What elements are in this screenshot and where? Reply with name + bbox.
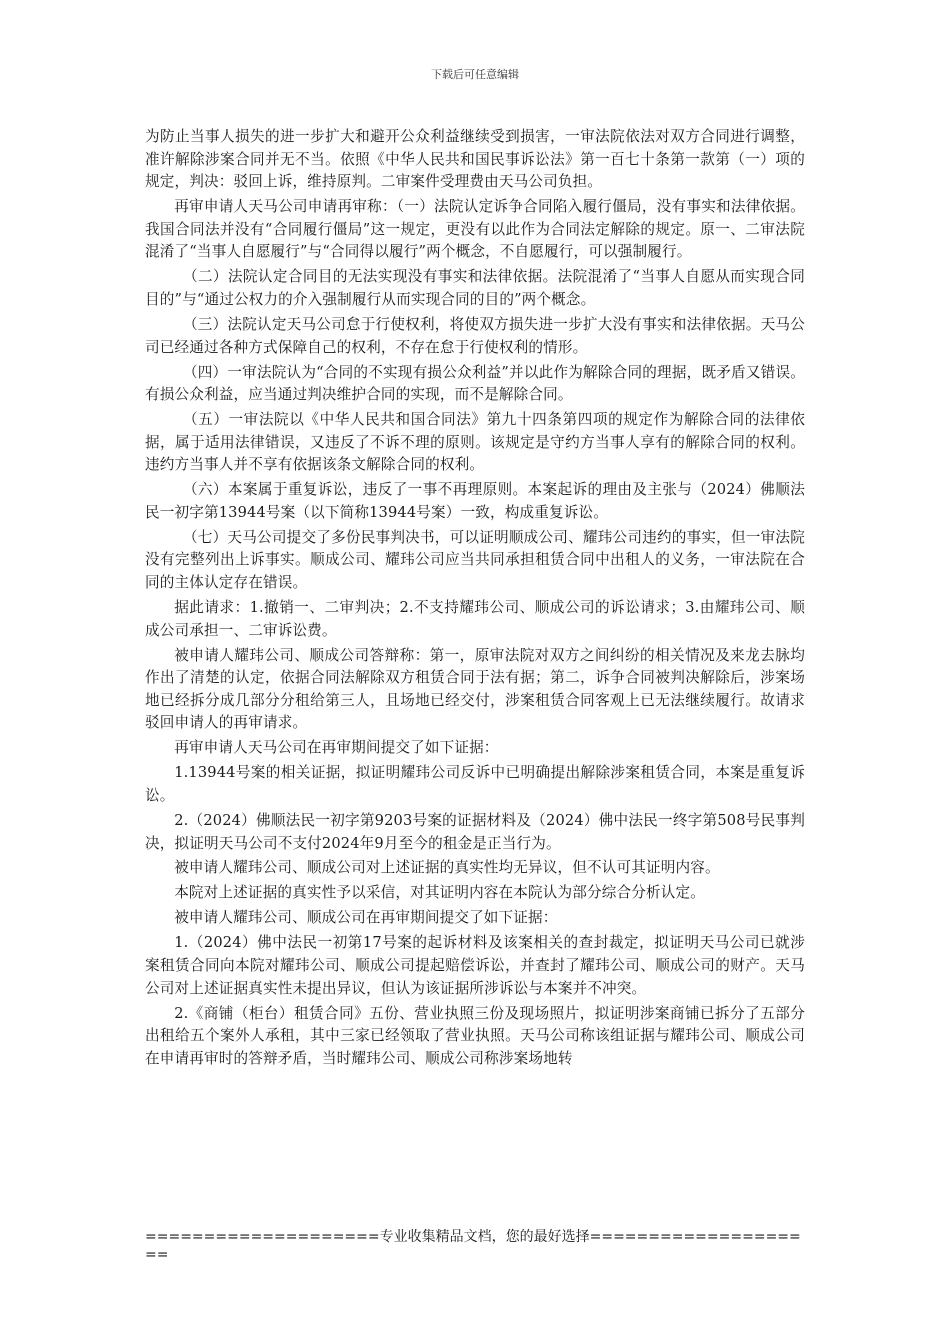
paragraph: 本院对上述证据的真实性予以采信，对其证明内容在本院认为部分综合分析认定。 [174, 884, 705, 902]
paragraph: 被申请人耀玮公司、顺成公司答辩称：第一，原审法院对双方之间纠纷的相关情况及来龙去脉均作出了清楚的认定，依据合同法解除双方租赁合同于法有据；第二，诉争合同被判决解除后，涉案场地已经拆分成几部分分租给第三人，且场地已经交付，涉案租赁合同客观上已无法继续履行。故请求驳回申请人的再审请求。 [145, 646, 805, 732]
paragraph: （七）天马公司提交了多份民事判决书，可以证明顺成公司、耀玮公司违约的事实，但一审法院没有完整列出上诉事实。顺成公司、耀玮公司应当共同承担租赁合同中出租人的义务，一审法院在合同的主体认定存在错误。 [145, 528, 805, 592]
document-body [145, 126, 805, 1073]
paragraph: （二）法院认定合同目的无法实现没有事实和法律依据。法院混淆了“当事人自愿从而实现合同目的”与“通过公权力的介入强制履行从而实现合同的目的”两个概念。 [145, 268, 805, 308]
paragraph: （五）一审法院以《中华人民共和国合同法》第九十四条第四项的规定作为解除合同的法律依据，属于适用法律错误，又违反了不诉不理的原则。该规定是守约方当事人享有的解除合同的权利。违约方当事人并不享有依据该条文解除合同的权利。 [145, 411, 805, 474]
paragraph: 1.（2024）佛中法民一初第17号案的起诉材料及该案相关的查封裁定，拟证明天马公司已就涉案租赁合同向本院对耀玮公司、顺成公司提起赔偿诉讼，并查封了耀玮公司、顺成公司的财产。天马公司对上述证据真实性未提出异议，但认为该证据所涉诉讼与本案并不冲突。 [145, 934, 805, 997]
paragraph: 再审申请人天马公司在再审期间提交了如下证据： [174, 739, 499, 757]
paragraph: 被申请人耀玮公司、顺成公司在再审期间提交了如下证据： [174, 909, 558, 927]
paragraph: 为防止当事人损失的进一步扩大和避开公众利益继续受到损害，一审法院依法对双方合同进行调整，准许解除涉案合同并无不当。依照《中华人民共和国民事诉讼法》第一百七十条第一款第（一）项的规定，判决：驳回上诉，维持原判。二审案件受理费由天马公司负担。 [145, 128, 805, 191]
paragraph: 据此请求：1.撤销一、二审判决；2.不支持耀玮公司、顺成公司的诉讼请求；3.由耀玮公司、顺成公司承担一、二审诉讼费。 [145, 599, 805, 639]
paragraph: 再审申请人天马公司申请再审称：（一）法院认定诉争合同陷入履行僵局，没有事实和法律依据。我国合同法并没有“合同履行僵局”这一规定，更没有以此作为合同法定解除的规定。原一、二审法院混淆了“当事人自愿履行”与“合同得以履行”两个概念，不自愿履行，可以强制履行。 [145, 198, 805, 261]
paragraph: （六）本案属于重复诉讼，违反了一事不再理原则。本案起诉的理由及主张与（2024）佛顺法民一初字第13944号案（以下简称13944号案）一致，构成重复诉讼。 [145, 481, 805, 521]
paragraph: 2.《商铺（柜台）租赁合同》五份、营业执照三份及现场照片，拟证明涉案商铺已拆分了五部分出租给五个案外人承租，其中三家已经领取了营业执照。天马公司称该组证据与耀玮公司、顺成公司在申请再审时的答辩矛盾，当时耀玮公司、顺成公司称涉案场地转 [145, 1004, 805, 1067]
paragraph: （四）一审法院认为“合同的不实现有损公众利益”并以此作为解除合同的理据，既矛盾又错误。有损公众利益，应当通过判决维护合同的实现，而不是解除合同。 [145, 363, 805, 404]
page-header: 下载后可任意编辑 [431, 68, 519, 81]
paragraph: 被申请人耀玮公司、顺成公司对上述证据的真实性均无异议，但不认可其证明内容。 [174, 859, 720, 877]
paragraph: （三）法院认定天马公司怠于行使权利，将使双方损失进一步扩大没有事实和法律依据。天马公司已经通过各种方式保障自己的权利，不存在怠于行使权利的情形。 [145, 315, 805, 356]
paragraph: 2.（2024）佛顺法民一初字第9203号案的证据材料及（2024）佛中法民一终字第508号民事判决，拟证明天马公司不支付2024年9月至今的租金是正当行为。 [145, 811, 805, 852]
paragraph: 1.13944号案的相关证据，拟证明耀玮公司反诉中已明确提出解除涉案租赁合同，本案是重复诉讼。 [145, 764, 805, 804]
page-footer: ====================专业收集精品文档，您的最好选择==================== [145, 1229, 801, 1263]
